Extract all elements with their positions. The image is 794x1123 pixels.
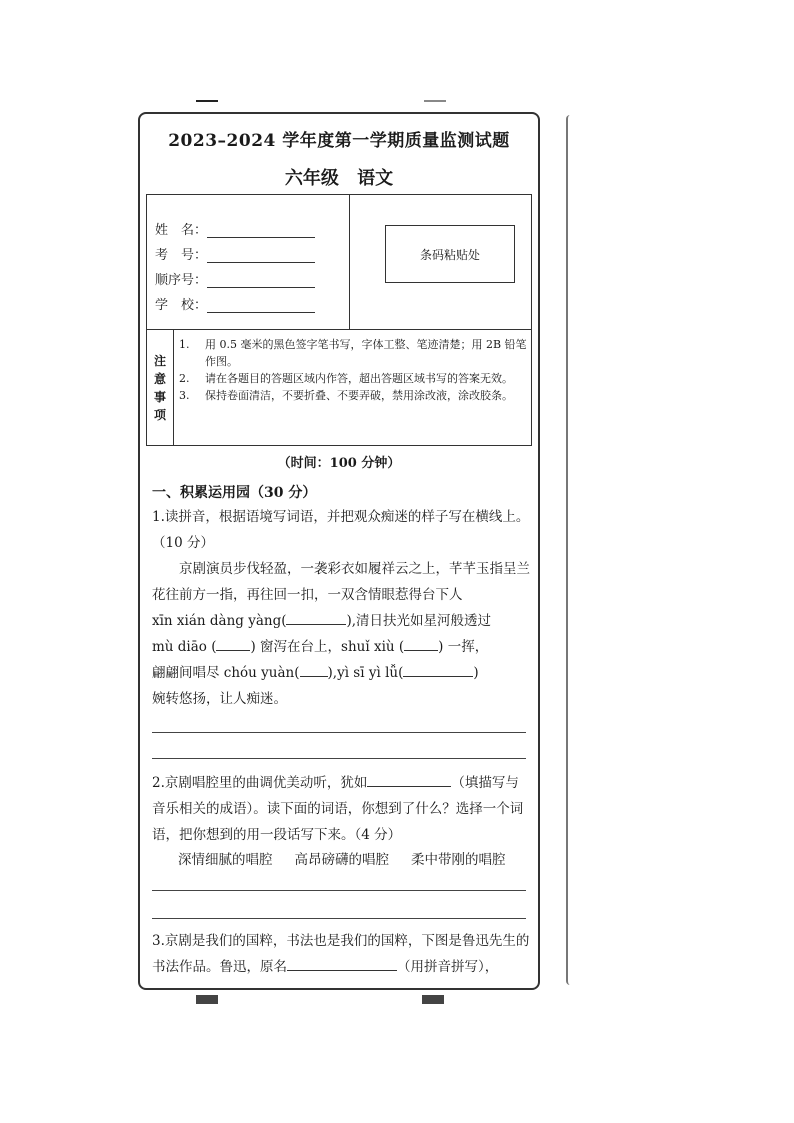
pinyin-1: xīn xián dàng yàng( (152, 613, 287, 629)
registration-mark (422, 995, 444, 1004)
question-3-prompt: 3.京剧是我们的国粹，书法也是我们的国粹，下图是鲁迅先生的书法作品。鲁迅，原名 （用拼音拼写）， (152, 933, 530, 975)
answer-blank[interactable] (404, 636, 438, 651)
option-item: 高昂磅礴的唱腔 (294, 852, 389, 868)
note-item: 2. 请在各题目的答题区域内作答，超出答题区域书写的答案无效。 (179, 372, 513, 385)
pinyin-4: chóu yuàn( (223, 665, 300, 681)
answer-blank[interactable] (287, 956, 397, 971)
answer-blank[interactable] (367, 772, 451, 787)
answer-line[interactable] (152, 890, 526, 891)
exam-subtitle (140, 164, 538, 190)
pinyin-2: mù diāo ( (152, 639, 217, 655)
answer-blank[interactable] (403, 662, 473, 677)
exam-title: 2023–2024 学年度第一学期质量监测试题 (168, 131, 510, 151)
answer-line[interactable] (152, 732, 526, 733)
pinyin-3: shuǐ xiù ( (341, 639, 405, 655)
answer-line[interactable] (152, 758, 526, 759)
answer-blank[interactable] (286, 610, 346, 625)
notes-heading: 注 意 事 项 (147, 330, 174, 445)
grade-label: 六年级 (284, 168, 339, 189)
question-1-passage: 京剧演员步伐轻盈，一袭彩衣如履祥云之上，芊芊玉指呈兰花往前方一指，再往回一扣，一双含情眼惹得台下人 xīn xián dàng yàng( ),清日扶光如星河般透过 mù diāo ( ) 窗泻在台上，shuǐ xiù ( ) 一挥， 翩翩间唱尽 chóu yuàn( ),yì sī yì lǚ( ) 婉转悠扬，让人痴迷。 (152, 561, 530, 707)
exam-page (138, 112, 540, 990)
question-1-prompt: 1.读拼音，根据语境写词语，并把观众痴迷的样子写在横线上。（10 分） (152, 509, 530, 551)
option-item: 深情细腻的唱腔 (178, 852, 273, 868)
section-heading: 一、积累运用园（30 分） (152, 485, 317, 501)
info-fields (147, 195, 350, 329)
barcode-area: 条码粘贴处 (385, 225, 515, 283)
answer-blank[interactable] (216, 636, 250, 651)
note-item: 3. 保持卷面清洁，不要折叠、不要弄破，禁用涂改液，涂改胶条。 (179, 389, 513, 402)
registration-mark (196, 100, 218, 102)
question-2-prompt: 2.京剧唱腔里的曲调优美动听，犹如 （填描写与音乐相关的成语）。读下面的词语，你想到了什么？选择一个词语，把你想到的用一段话写下来。（4 分） (152, 770, 530, 848)
sequence-number-field[interactable]: 顺序号： (155, 269, 315, 288)
option-item: 柔中带刚的唱腔 (411, 852, 506, 868)
notes-box (146, 330, 532, 446)
note-item: 1. 用 0.5 毫米的黑色签字笔书写，字体工整、笔迹清楚；用 2B 铅笔作图。 (179, 338, 527, 368)
student-info-box (146, 194, 532, 330)
question-2-options (178, 848, 538, 868)
pinyin-5: yì sī yì lǚ( (337, 665, 404, 681)
answer-blank[interactable] (300, 662, 328, 677)
registration-mark (196, 995, 218, 1004)
answer-line[interactable] (152, 918, 526, 919)
exam-number-field[interactable]: 考 号： (155, 244, 315, 263)
name-field[interactable]: 姓 名： (155, 219, 315, 238)
time-note: （时间：100 分钟） (277, 456, 401, 471)
next-page-border (566, 115, 572, 985)
subject-label: 语文 (357, 168, 394, 189)
school-field[interactable]: 学 校： (155, 294, 315, 313)
registration-mark (424, 100, 446, 102)
notes-list (179, 336, 527, 404)
